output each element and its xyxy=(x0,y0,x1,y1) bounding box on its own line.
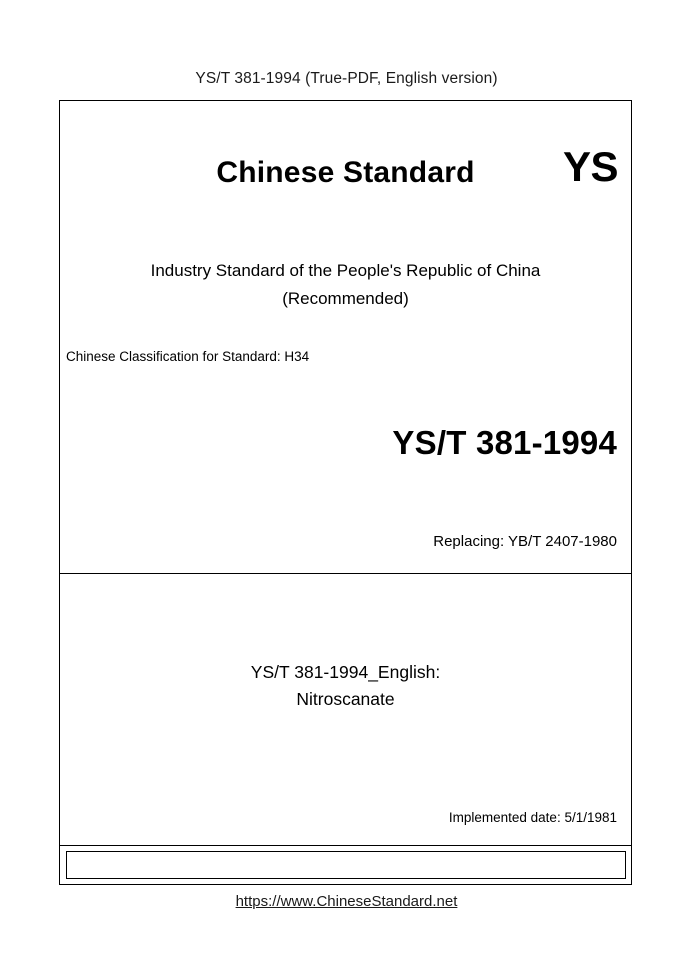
implemented-date: Implemented date: 5/1/1981 xyxy=(448,810,617,825)
industry-standard-line-1: Industry Standard of the People's Republic of China xyxy=(150,261,541,280)
standard-number: YS/T 381-1994 xyxy=(392,424,617,461)
cover-lower-section xyxy=(60,574,631,847)
document-title-line-2: Nitroscanate xyxy=(296,689,395,709)
cover-footer-inner-box xyxy=(66,851,626,879)
document-title xyxy=(60,659,631,713)
cover-border-box xyxy=(59,100,632,885)
page-caption: YS/T 381-1994 (True-PDF, English version) xyxy=(195,70,498,87)
website-link[interactable]: https://www.ChineseStandard.net xyxy=(235,893,458,910)
standard-title: Chinese Standard xyxy=(216,156,475,189)
classification-code: Chinese Classification for Standard: H34 xyxy=(66,349,310,364)
industry-standard-line xyxy=(60,257,631,313)
document-title-line-1: YS/T 381-1994_English: xyxy=(250,662,441,682)
ys-logo: YS xyxy=(562,143,618,190)
cover-footer-bar xyxy=(60,845,631,884)
replacing-note: Replacing: YB/T 2407-1980 xyxy=(433,533,617,550)
cover-upper-section xyxy=(60,101,631,574)
industry-standard-line-2: (Recommended) xyxy=(282,289,409,308)
